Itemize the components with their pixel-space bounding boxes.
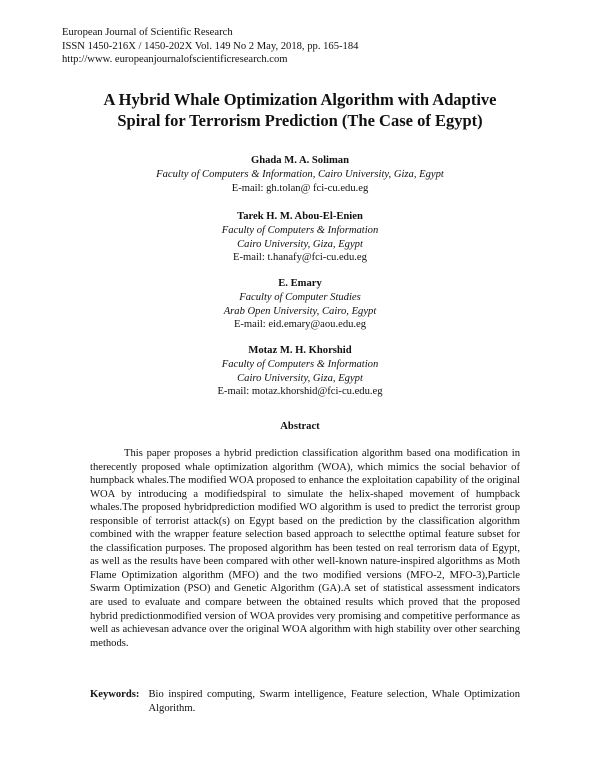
journal-url: http://www. europeanjournalofscientificresearch.com (62, 54, 288, 66)
journal-name: European Journal of Scientific Research (62, 27, 233, 38)
keywords (90, 688, 520, 715)
abstract-heading: Abstract (280, 421, 320, 432)
author-affiliation: Faculty of Computers & Information (221, 358, 379, 370)
title-line-2: Spiral for Terrorism Prediction (The Case of Egypt) (117, 110, 483, 130)
author-email: E-mail: eid.emary@aou.edu.eg (233, 319, 367, 331)
author-name: Tarek H. M. Abou-El-Enien (237, 211, 363, 222)
title-line-1: A Hybrid Whale Optimization Algorithm with Adaptive (103, 90, 497, 109)
paper-title (0, 90, 600, 131)
author-block (0, 210, 600, 265)
author-name: Motaz M. H. Khorshid (248, 345, 352, 356)
author-block (0, 154, 600, 195)
author-email: E-mail: gh.tolan@ fci-cu.edu.eg (231, 182, 369, 194)
journal-header (62, 26, 358, 67)
author-affiliation: Arab Open University, Cairo, Egypt (223, 305, 377, 317)
author-affiliation: Cairo University, Giza, Egypt (237, 238, 363, 250)
abstract-text: This paper proposes a hybrid prediction classification algorithm based ona modification in therecently proposed whale optimization algorithm (WOA), which mimics the social behavior of humpback whales.The modified WOA proposed to enhance the exploitation capability of the original WOA by introducing a modifiedspiral to simulate the helix-shaped movement of humpback whales.The proposed hybridprediction modified WO algorithm is used to predict the terrorist group responsible of terrorist attack(s) on Egypt based on the prediction by the classification algorithm combined with the wrapper feature selection based approach to selectthe optimal feature subset for the classification purposes. The proposed algorithm has been tested on real terrorism data of Egypt, as well as the results have been compared with other well-known nature-inspired algorithms as Moth Flame Optimization algorithm (MFO) and the two modified versions (MFO-2, MFO-3),Particle Swarm Optimization (PSO) and Genetic Algorithm (GA).A set of statistical assessment indicators are used to evaluate and compare between the obtained results which proved that the proposed hybrid predictionmodified version of WOA provides very promising and competitive performance as well as achievesan advance over the original WOA algorithm with high stability over other searching methods. (90, 448, 520, 649)
author-email: E-mail: t.hanafy@fci-cu.edu.eg (233, 252, 367, 264)
author-block (0, 344, 600, 399)
issn-line: ISSN 1450-216X / 1450-202X Vol. 149 No 2 May, 2018, pp. 165-184 (62, 40, 359, 52)
keywords-label: Keywords: (90, 689, 140, 700)
author-affiliation: Cairo University, Giza, Egypt (237, 372, 363, 384)
author-affiliation: Faculty of Computer Studies (239, 291, 361, 303)
author-affiliation: Faculty of Computers & Information (221, 224, 379, 236)
author-email: E-mail: motaz.khorshid@fci-cu.edu.eg (217, 386, 383, 398)
author-name: E. Emary (278, 278, 322, 289)
author-block (0, 277, 600, 332)
author-name: Ghada M. A. Soliman (250, 155, 349, 166)
author-affiliation: Faculty of Computers & Information, Cairo University, Giza, Egypt (156, 168, 444, 180)
keywords-text: Bio inspired computing, Swarm intelligence, Feature selection, Whale Optimization Algorithm. (148, 689, 520, 714)
